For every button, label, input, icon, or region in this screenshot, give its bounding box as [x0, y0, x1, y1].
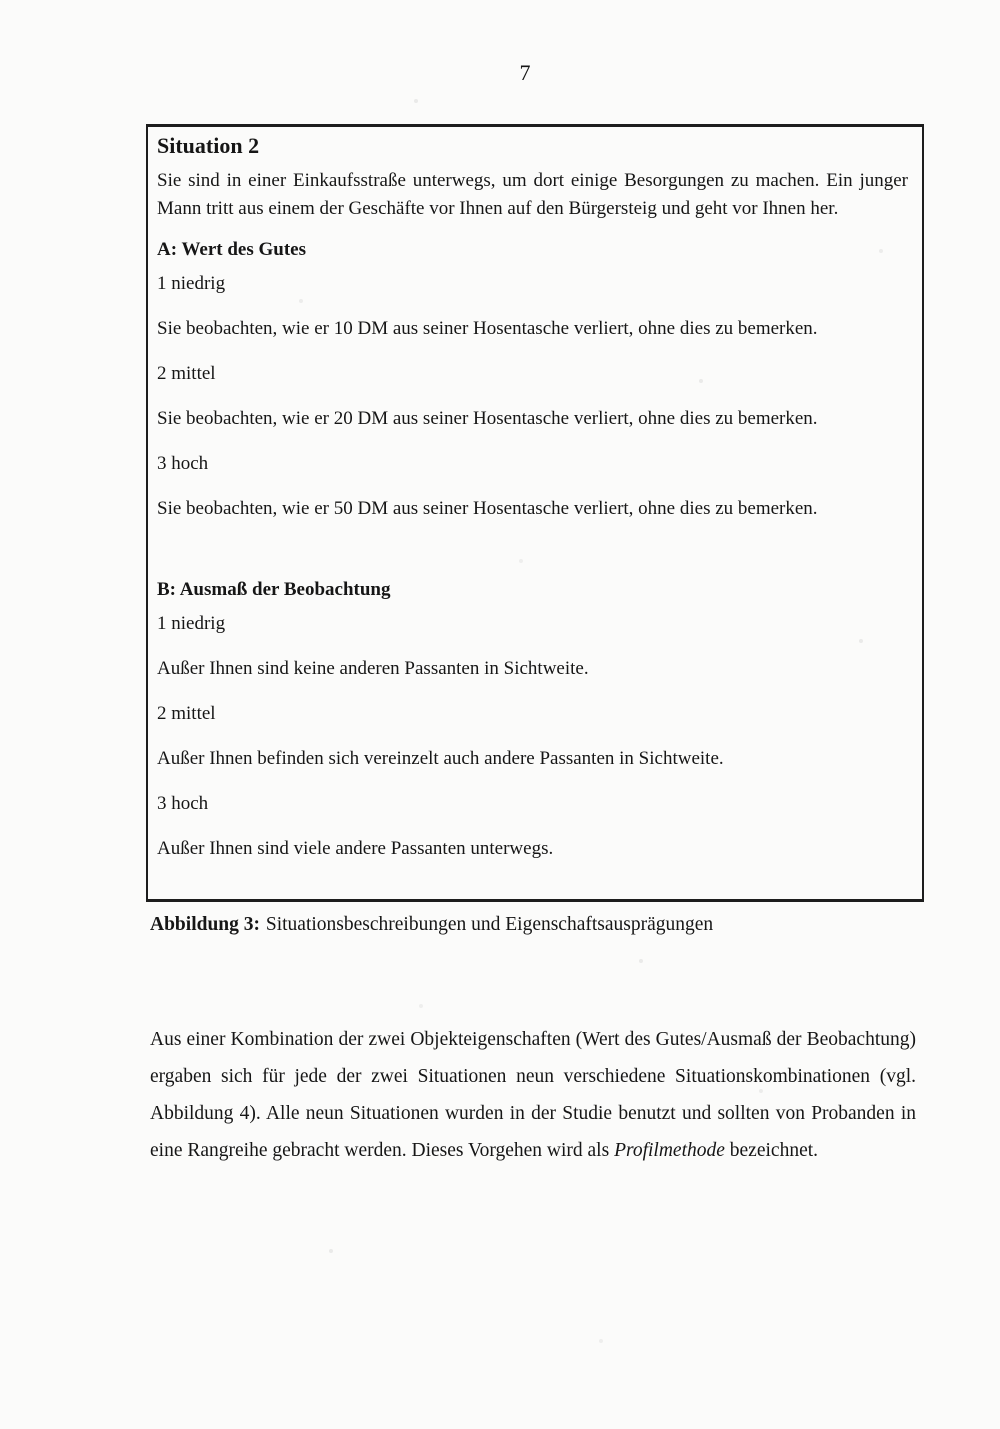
situation-intro-text: Sie sind in einer Einkaufsstraße unterwegs, um dort einige Besorgungen zu machen. Ein junger Mann tritt aus einem der Geschäfte vor Ihnen auf den Bürgersteig und geht vor Ihnen her. [157, 170, 908, 219]
page-number: 7 [519, 60, 531, 85]
section-a-level-3-label: 3 hoch [157, 453, 209, 474]
figure-caption-text: Situationsbeschreibungen und Eigenschaftsausprägungen [265, 914, 714, 935]
section-b-level-2-label: 2 mittel [157, 703, 216, 724]
situation-title: Situation 2 [157, 133, 260, 158]
section-a-level-2-description: Sie beobachten, wie er 20 DM aus seiner Hosentasche verliert, ohne dies zu bemerken. [157, 408, 818, 429]
section-a-level-1-label: 1 niedrig [157, 273, 226, 294]
section-b-heading: B: Ausmaß der Beobachtung [157, 579, 391, 600]
figure-caption [150, 912, 924, 938]
figure-caption-label: Abbildung 3: [150, 914, 261, 935]
body-paragraph [150, 1021, 916, 1169]
section-b-level-1-description: Außer Ihnen sind keine anderen Passanten in Sichtweite. [157, 658, 589, 679]
section-b-level-3-description: Außer Ihnen sind viele andere Passanten unterwegs. [157, 838, 554, 859]
section-b-level-1-label: 1 niedrig [157, 613, 226, 634]
situation-figure-box [146, 124, 924, 902]
section-a-level-3-description: Sie beobachten, wie er 50 DM aus seiner Hosentasche verliert, ohne dies zu bemerken. [157, 498, 818, 519]
section-b-level-3-label: 3 hoch [157, 793, 209, 814]
body-paragraph-text-after: bezeichnet. [729, 1140, 819, 1161]
body-paragraph-italic-term: Profilmethode [614, 1140, 725, 1161]
section-b-level-2-description: Außer Ihnen befinden sich vereinzelt auch andere Passanten in Sichtweite. [157, 748, 724, 769]
section-a-level-1-description: Sie beobachten, wie er 10 DM aus seiner Hosentasche verliert, ohne dies zu bemerken. [157, 318, 818, 339]
section-a-heading: A: Wert des Gutes [157, 239, 306, 260]
scan-noise [0, 0, 2, 2]
body-paragraph-text-before: Aus einer Kombination der zwei Objekteigenschaften (Wert des Gutes/Ausmaß der Beobachtung) ergaben sich für jede der zwei Situationen neun verschiedene Situationskombinationen (vgl. Abbildung 4). Alle neun Situationen wurden in der Studie benutzt und sollten von Probanden in eine Rangreihe gebracht werden. Dieses Vorgehen wird als [150, 1029, 916, 1161]
section-a-level-2-label: 2 mittel [157, 363, 216, 384]
